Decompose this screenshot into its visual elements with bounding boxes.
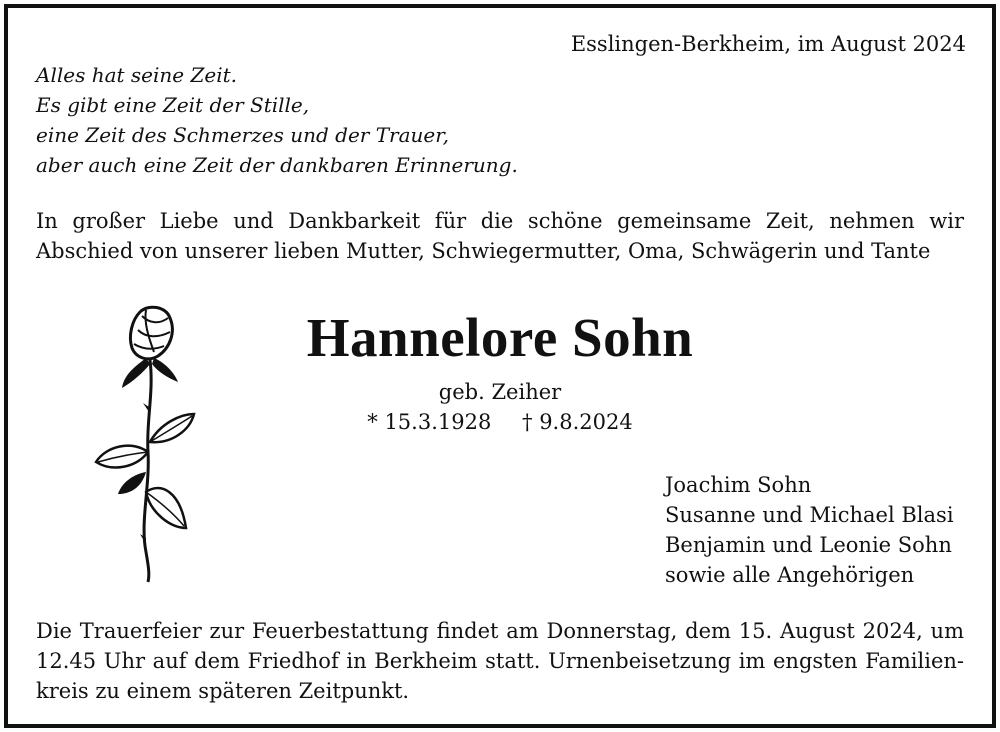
poem-line: Alles hat seine Zeit. xyxy=(36,63,237,87)
mourner: Joachim Sohn xyxy=(665,473,812,497)
birth-date: * 15.3.1928 xyxy=(367,410,492,434)
notice-line: Die Trauerfeier zur Feuerbestattung findet am Donnerstag, dem 15. August 2024, um xyxy=(36,619,964,643)
notice-line: 12.45 Uhr auf dem Friedhof in Berkheim statt. Urnenbeisetzung im engsten Familien- xyxy=(36,649,964,673)
intro-text xyxy=(36,206,964,266)
death-date: † 9.8.2024 xyxy=(522,410,633,434)
place-date: Esslingen-Berkheim, im August 2024 xyxy=(570,32,966,56)
poem-line: eine Zeit des Schmerzes und der Trauer, xyxy=(36,123,449,147)
mourners-list xyxy=(665,470,954,590)
intro-line: Abschied von unserer lieben Mutter, Schwiegermutter, Oma, Schwägerin und Tante xyxy=(36,239,931,263)
intro-line: In großer Liebe und Dankbarkeit für die schöne gemeinsame Zeit, nehmen wir xyxy=(36,209,964,233)
poem-line: Es gibt eine Zeit der Stille, xyxy=(36,93,310,117)
birth-name: geb. Zeiher xyxy=(438,380,562,404)
mourner: sowie alle Angehörigen xyxy=(665,563,915,587)
mourner: Benjamin und Leonie Sohn xyxy=(665,533,952,557)
deceased-name: Hannelore Sohn xyxy=(306,307,694,368)
poem xyxy=(36,60,518,180)
notice-line: kreis zu einem späteren Zeitpunkt. xyxy=(36,679,410,703)
funeral-notice xyxy=(36,616,964,706)
mourner: Susanne und Michael Blasi xyxy=(665,503,954,527)
life-dates xyxy=(0,410,1000,434)
poem-line: aber auch eine Zeit der dankbaren Erinnerung. xyxy=(36,153,518,177)
